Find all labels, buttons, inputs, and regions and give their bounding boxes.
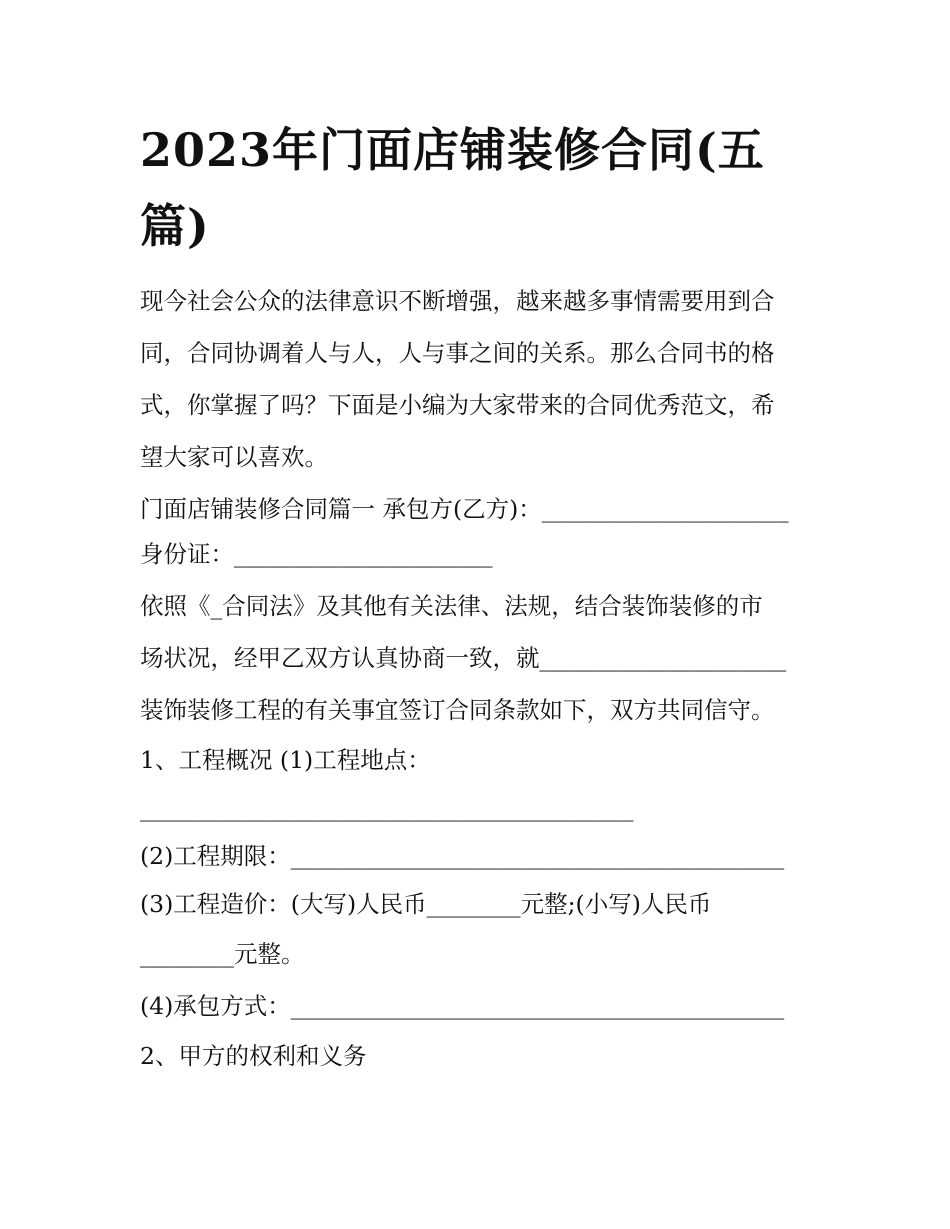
project-cost-line: (3)工程造价：(大写)人民币________元整;(小写)人民币 <box>140 890 712 918</box>
document-title: 2023年门面店铺装修合同(五篇) <box>140 123 765 253</box>
intro-line: 现今社会公众的法律意识不断增强，越来越多事情需要用到合 <box>140 287 775 315</box>
project-cost-line-2: ________元整。 <box>140 940 305 968</box>
basis-line-3: 装饰装修工程的有关事宜签订合同条款如下，双方共同信守。 <box>140 696 775 724</box>
project-period-line: (2)工程期限：__________________________________________ <box>140 842 785 870</box>
project-location-blank: __________________________________________ <box>140 794 634 822</box>
contract-method-line: (4)承包方式：__________________________________________ <box>140 992 785 1020</box>
id-card-line: 身份证：______________________ <box>140 540 493 568</box>
section-1-heading: 1、工程概况 (1)工程地点： <box>140 746 431 774</box>
section-2-heading: 2、甲方的权利和义务 <box>140 1042 367 1070</box>
basis-line-1: 依照《_合同法》及其他有关法律、法规，结合装饰装修的市 <box>140 592 763 620</box>
basis-line-2: 场状况，经甲乙双方认真协商一致，就_____________________ <box>140 644 787 672</box>
intro-paragraph <box>140 275 820 483</box>
intro-line: 同，合同协调着人与人，人与事之间的关系。那么合同书的格 <box>140 339 775 367</box>
intro-line: 式，你掌握了吗？下面是小编为大家带来的合同优秀范文，希 <box>140 391 775 419</box>
contract-party-line: 门面店铺装修合同篇一 承包方(乙方)：_____________________ <box>140 495 789 523</box>
intro-line: 望大家可以喜欢。 <box>140 443 328 471</box>
